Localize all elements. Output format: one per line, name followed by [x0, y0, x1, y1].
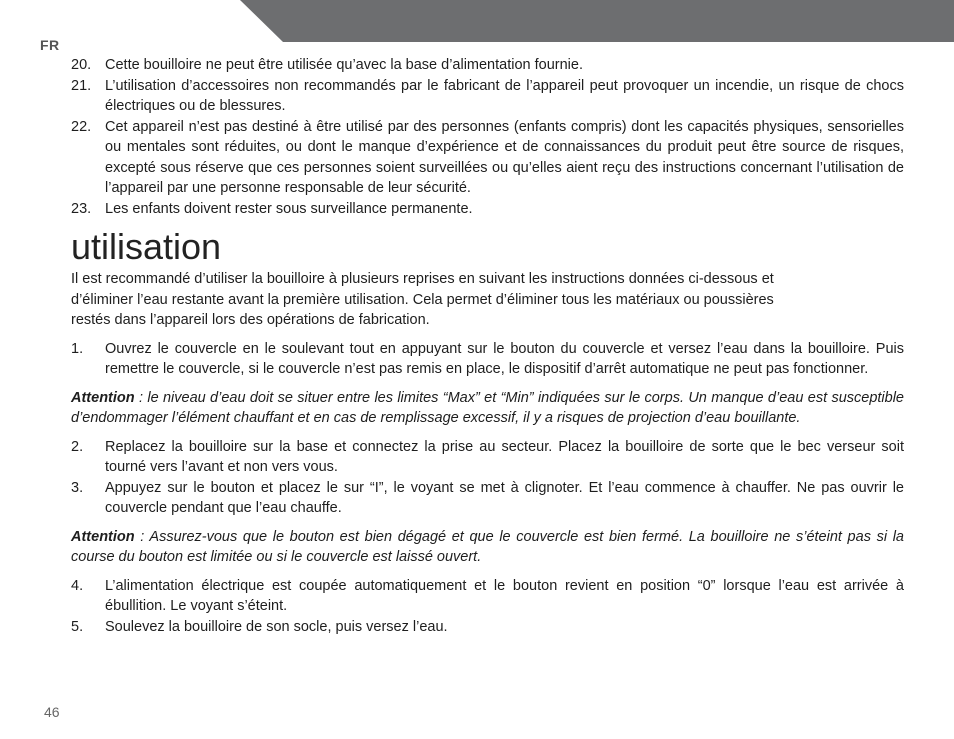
- step-item: [71, 339, 904, 380]
- attention-text: : le niveau d’eau doit se situer entre les limites “Max” et “Min” indiquées sur le corps. Un manque d’eau est susceptible d’endommager l’élément chauffant et en cas de remplissage excessif, il y a risques de projection d’eau bouillante.: [71, 389, 904, 426]
- list-item: [71, 199, 904, 220]
- attention-note: [71, 527, 904, 568]
- page-number: 46: [44, 704, 60, 720]
- step-number: 2.: [71, 438, 84, 455]
- item-text: L’utilisation d’accessoires non recommandés par le fabricant de l’appareil peut provoquer un incendie, un risque de chocs électriques ou de blessures.: [105, 77, 904, 114]
- attention-note: [71, 388, 904, 429]
- step-number: 4.: [71, 577, 84, 594]
- list-item: [71, 76, 904, 117]
- item-text: Les enfants doivent rester sous surveillance permanente.: [105, 200, 473, 217]
- item-text: Cet appareil n’est pas destiné à être utilisé par des personnes (enfants compris) dont les capacités physiques, sensorielles ou mentales sont réduites, ou dont le manque d’expérience et de connaissances du produit peut être source de risques, excepté sous réserve que ces personnes soient surveillées ou qu’elles aient reçu des instructions concernant l’utilisation de l’appareil par une personne responsable de leur sécurité.: [105, 118, 904, 196]
- item-number: 20.: [71, 57, 92, 73]
- attention-label: Attention: [71, 528, 135, 545]
- page-content: [71, 55, 904, 637]
- step-item: [71, 576, 904, 617]
- step-item: [71, 437, 904, 478]
- step-text: Appuyez sur le bouton et placez le sur “I”, le voyant se met à clignoter. Et l’eau commence à chauffer. Ne pas ouvrir le couvercle pendant que l’eau chauffe.: [105, 479, 904, 516]
- step-number: 3.: [71, 479, 84, 496]
- attention-text: : Assurez-vous que le bouton est bien dégagé et que le couvercle est bien fermé. La bouilloire ne s’éteint pas si la course du bouton est limitée ou si le couvercle est laissé ouvert.: [71, 528, 904, 565]
- list-item: [71, 55, 904, 76]
- intro-paragraph: Il est recommandé d’utiliser la bouilloire à plusieurs reprises en suivant les instructions données ci-dessous et d’éliminer l’eau restante avant la première utilisation. Cela permet d’éliminer tous les matériaux ou poussières restés dans l’appareil lors des opérations de fabrication.: [71, 271, 774, 328]
- step-number: 1.: [71, 340, 84, 357]
- item-number: 23.: [71, 200, 92, 217]
- step-number: 5.: [71, 618, 84, 635]
- item-number: 21.: [71, 77, 92, 94]
- section-title: utilisation: [71, 226, 222, 267]
- attention-label: Attention: [71, 389, 135, 406]
- header-band: [0, 0, 954, 42]
- list-item: [71, 117, 904, 199]
- language-label: FR: [40, 37, 60, 53]
- step-text: Ouvrez le couvercle en le soulevant tout en appuyant sur le bouton du couvercle et versez l’eau dans la bouilloire. Puis remettre le couvercle, si le couvercle n’est pas remis en place, le dispositif d’arrêt automatique ne peut pas fonctionner.: [105, 340, 904, 377]
- item-text: Cette bouilloire ne peut être utilisée qu’avec la base d’alimentation fournie.: [105, 57, 583, 73]
- step-item: [71, 478, 904, 519]
- step-text: Soulevez la bouilloire de son socle, puis versez l’eau.: [105, 618, 448, 635]
- step-item: [71, 617, 904, 638]
- step-text: L’alimentation électrique est coupée automatiquement et le bouton revient en position “0” lorsque l’eau est arrivée à ébullition. Le voyant s’éteint.: [105, 577, 904, 614]
- item-number: 22.: [71, 118, 92, 135]
- step-text: Replacez la bouilloire sur la base et connectez la prise au secteur. Placez la bouilloire de sorte que le bec verseur soit tourné vers l’avant et non vers vous.: [105, 438, 904, 475]
